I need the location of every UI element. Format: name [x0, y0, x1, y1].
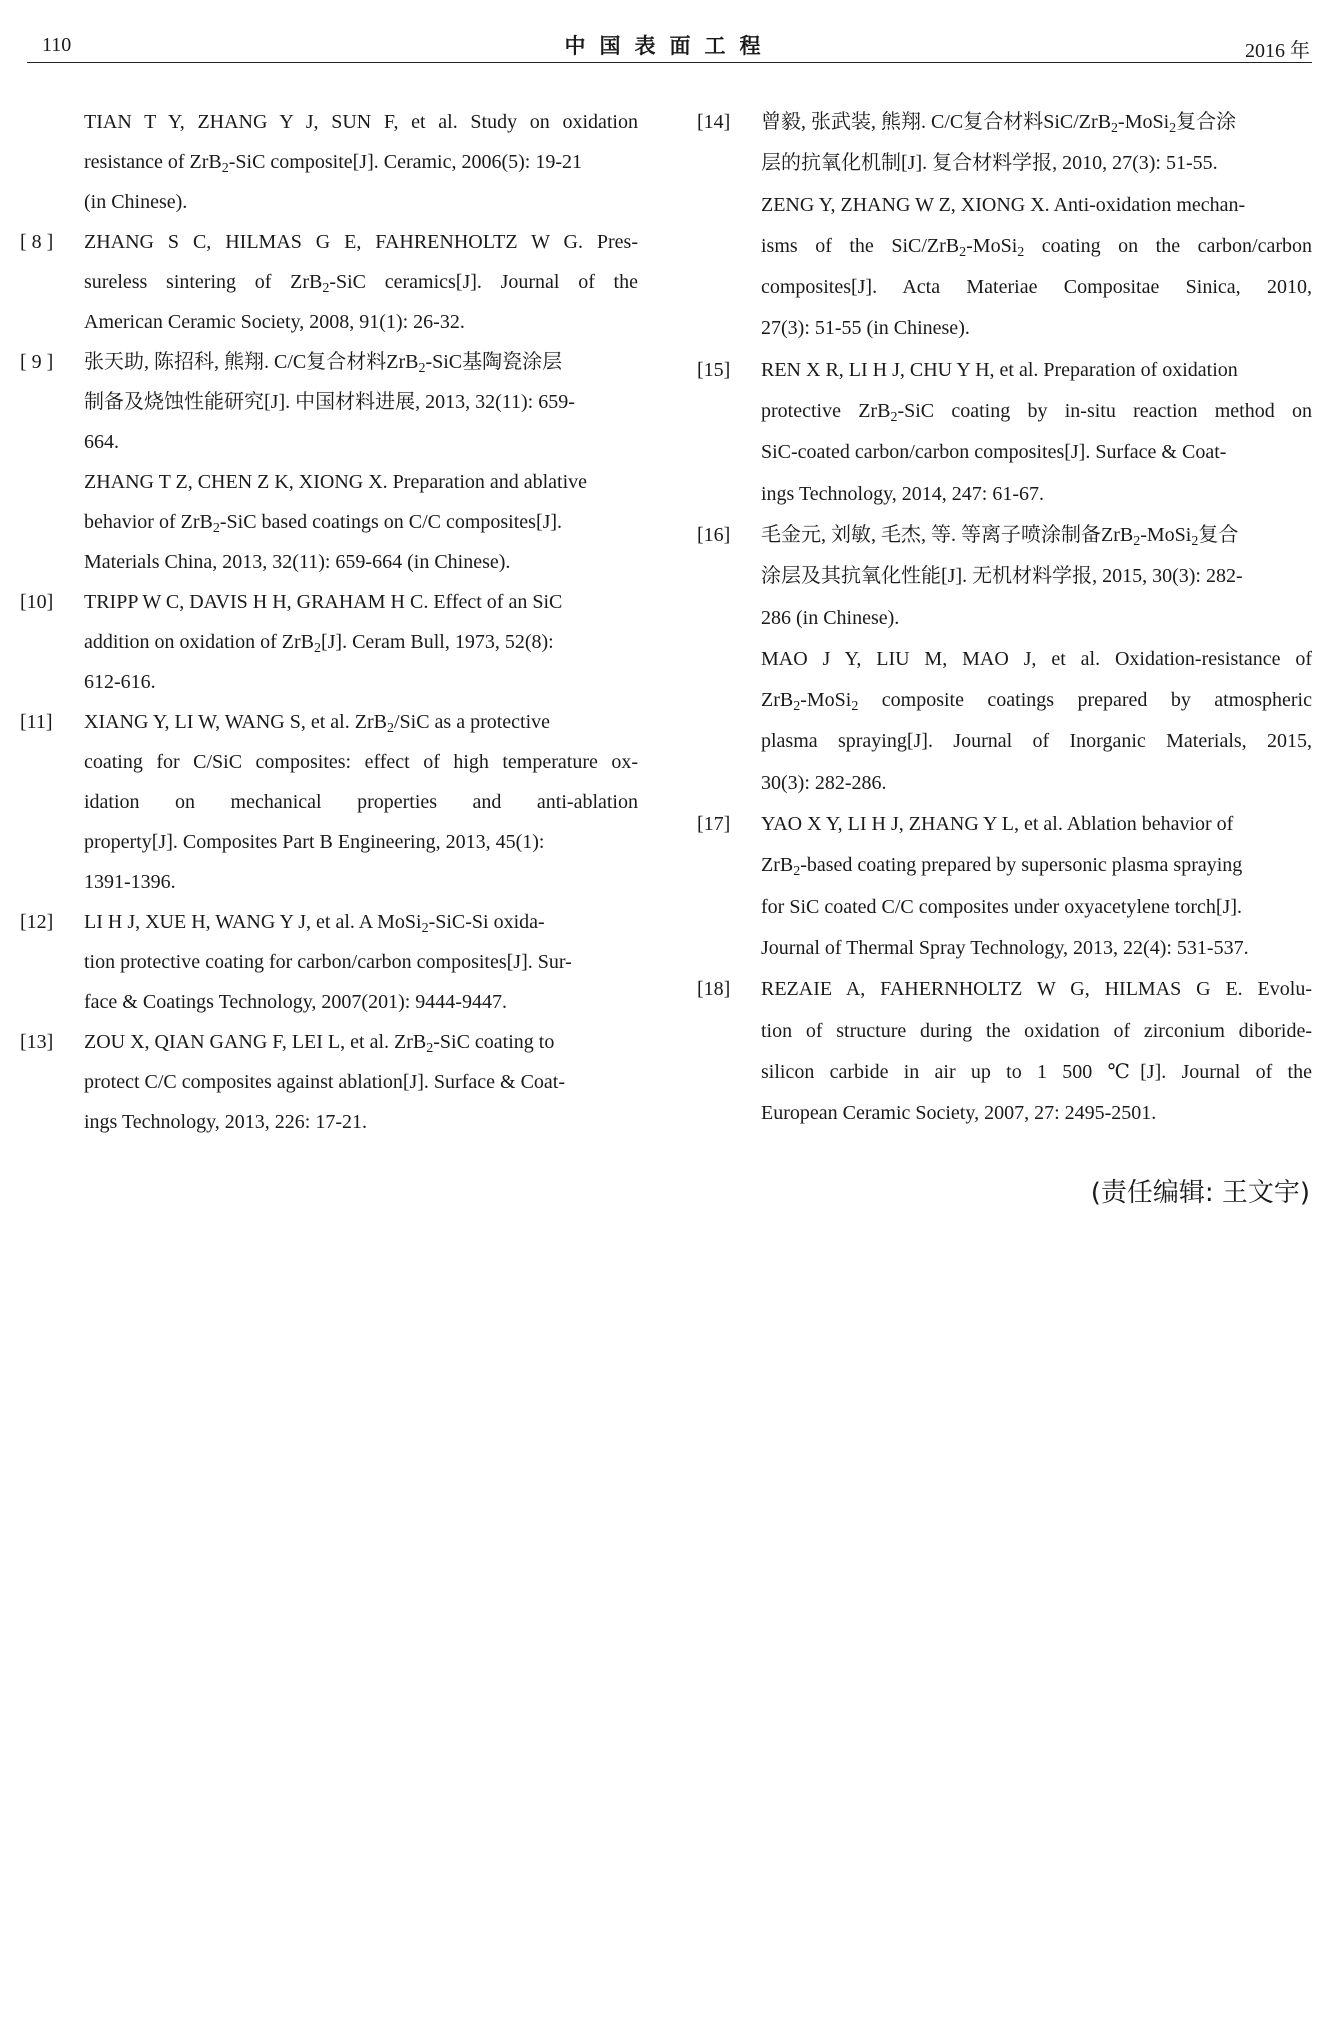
reference-number: [11]	[20, 711, 53, 733]
page-number: 110	[42, 34, 72, 56]
reference-line: 1391-1396.	[84, 871, 176, 893]
reference-13	[20, 1022, 638, 1142]
reference-line: addition on oxidation of ZrB$_2$[J]. Ceram Bull, 1973, 52(8):	[84, 631, 554, 656]
reference-line: LI H J, XUE H, WANG Y J, et al. A MoSi$_2$-SiC-Si oxida-	[84, 911, 545, 936]
reference-line: 毛金元, 刘敏, 毛杰, 等. 等离子喷涂制备ZrB$_2$-MoSi$_2$复合	[761, 523, 1239, 549]
reference-line: ZrB$_2$-based coating prepared by supersonic plasma spraying	[761, 854, 1243, 880]
reference-line: TIAN T Y, ZHANG Y J, SUN F, et al. Study on oxidation	[84, 111, 638, 133]
reference-10	[20, 582, 638, 702]
responsible-editor-note: (责任编辑: 王文宇)	[1090, 1178, 1310, 1208]
references-right-column	[697, 102, 1312, 1134]
reference-line: 涂层及其抗氧化性能[J]. 无机材料学报, 2015, 30(3): 282-	[761, 565, 1243, 588]
reference-line: ings Technology, 2014, 247: 61-67.	[761, 482, 1045, 505]
reference-number: [16]	[697, 523, 731, 546]
reference-line: sureless sintering of ZrB$_2$-SiC ceramics[J]. Journal of the	[84, 271, 638, 296]
reference-line: face & Coatings Technology, 2007(201): 9444-9447.	[84, 991, 507, 1013]
reference-12	[20, 902, 638, 1022]
reference-number: [10]	[20, 591, 54, 613]
reference-line: Materials China, 2013, 32(11): 659-664 (in Chinese).	[84, 551, 511, 573]
reference-number: [15]	[697, 358, 731, 381]
reference-line: silicon carbide in air up to 1 500 ℃[J]. Journal of the	[761, 1060, 1312, 1083]
reference-line: ZENG Y, ZHANG W Z, XIONG X. Anti-oxidation mechan-	[761, 193, 1246, 216]
journal-title: 中国表面工程	[564, 34, 775, 58]
reference-line: 张天助, 陈招科, 熊翔. C/C复合材料ZrB$_2$-SiC基陶瓷涂层	[84, 351, 563, 376]
reference-line: resistance of ZrB$_2$-SiC composite[J]. Ceramic, 2006(5): 19-21	[84, 151, 583, 176]
reference-number: [13]	[20, 1031, 54, 1053]
reference-line: coating for C/SiC composites: effect of high temperature ox-	[84, 751, 638, 773]
reference-17	[697, 804, 1312, 969]
reference-line: isms of the SiC/ZrB$_2$-MoSi$_2$ coating on the carbon/carbon	[761, 234, 1312, 260]
reference-line: 曾毅, 张武装, 熊翔. C/C复合材料SiC/ZrB$_2$-MoSi$_2$复合涂	[761, 111, 1237, 136]
reference-line: 664.	[84, 431, 119, 453]
reference-8	[20, 222, 638, 342]
reference-line: 层的抗氧化机制[J]. 复合材料学报, 2010, 27(3): 51-55.	[761, 152, 1218, 175]
reference-line: property[J]. Composites Part B Engineering, 2013, 45(1):	[84, 831, 545, 853]
reference-number: [ 9 ]	[20, 351, 54, 373]
reference-line: plasma spraying[J]. Journal of Inorganic Materials, 2015,	[761, 730, 1312, 753]
reference-line: Journal of Thermal Spray Technology, 2013, 22(4): 531-537.	[761, 936, 1249, 959]
reference-line: 制备及烧蚀性能研究[J]. 中国材料进展, 2013, 32(11): 659-	[84, 391, 575, 413]
reference-11	[20, 702, 638, 902]
reference-line: tion protective coating for carbon/carbon composites[J]. Sur-	[84, 951, 572, 973]
reference-line: protect C/C composites against ablation[J]. Surface & Coat-	[84, 1071, 565, 1093]
references-left-column	[20, 102, 638, 1142]
reference-line: for SiC coated C/C composites under oxyacetylene torch[J].	[761, 895, 1242, 918]
reference-line: ings Technology, 2013, 226: 17-21.	[84, 1111, 368, 1133]
reference-line: tion of structure during the oxidation of zirconium diboride-	[761, 1019, 1312, 1042]
reference-line: 612-616.	[84, 671, 156, 693]
reference-line: MAO J Y, LIU M, MAO J, et al. Oxidation-resistance of	[761, 647, 1312, 670]
reference-line: REN X R, LI H J, CHU Y H, et al. Preparation of oxidation	[761, 358, 1238, 381]
reference-line: protective ZrB$_2$-SiC coating by in-situ reaction method on	[761, 400, 1312, 426]
reference-15	[697, 350, 1312, 515]
reference-line: REZAIE A, FAHERNHOLTZ W G, HILMAS G E. Evolu-	[761, 978, 1312, 1001]
reference-line: (in Chinese).	[84, 191, 188, 213]
reference-9	[20, 342, 638, 582]
reference-7-continued	[20, 102, 638, 222]
reference-line: XIANG Y, LI W, WANG S, et al. ZrB$_2$/SiC as a protective	[84, 711, 551, 736]
reference-number: [18]	[697, 978, 731, 1001]
reference-line: ZrB$_2$-MoSi$_2$ composite coatings prepared by atmospheric	[761, 689, 1312, 715]
reference-line: 30(3): 282-286.	[761, 771, 887, 794]
reference-number: [14]	[697, 111, 731, 133]
reference-line: TRIPP W C, DAVIS H H, GRAHAM H C. Effect of an SiC	[84, 591, 563, 613]
reference-number: [ 8 ]	[20, 231, 54, 253]
reference-line: European Ceramic Society, 2007, 27: 2495-2501.	[761, 1102, 1157, 1125]
reference-line: American Ceramic Society, 2008, 91(1): 26-32.	[84, 311, 465, 333]
publication-year: 2016 年	[1245, 40, 1310, 62]
reference-number: [17]	[697, 813, 731, 836]
reference-line: YAO X Y, LI H J, ZHANG Y L, et al. Ablation behavior of	[761, 813, 1234, 836]
reference-number: [12]	[20, 911, 54, 933]
reference-line: ZHANG T Z, CHEN Z K, XIONG X. Preparation and ablative	[84, 471, 588, 493]
reference-line: idation on mechanical properties and anti-ablation	[84, 791, 638, 813]
reference-14	[697, 102, 1312, 350]
reference-line: SiC-coated carbon/carbon composites[J]. Surface & Coat-	[761, 441, 1227, 464]
reference-18	[697, 969, 1312, 1134]
reference-line: 27(3): 51-55 (in Chinese).	[761, 317, 970, 340]
reference-line: ZHANG S C, HILMAS G E, FAHRENHOLTZ W G. Pres-	[84, 231, 638, 253]
reference-line: behavior of ZrB$_2$-SiC based coatings on C/C composites[J].	[84, 511, 563, 536]
page-header	[27, 28, 1312, 63]
reference-line: ZOU X, QIAN GANG F, LEI L, et al. ZrB$_2$-SiC coating to	[84, 1031, 555, 1056]
reference-line: composites[J]. Acta Materiae Compositae Sinica, 2010,	[761, 276, 1312, 299]
reference-line: 286 (in Chinese).	[761, 606, 900, 629]
reference-16	[697, 515, 1312, 804]
